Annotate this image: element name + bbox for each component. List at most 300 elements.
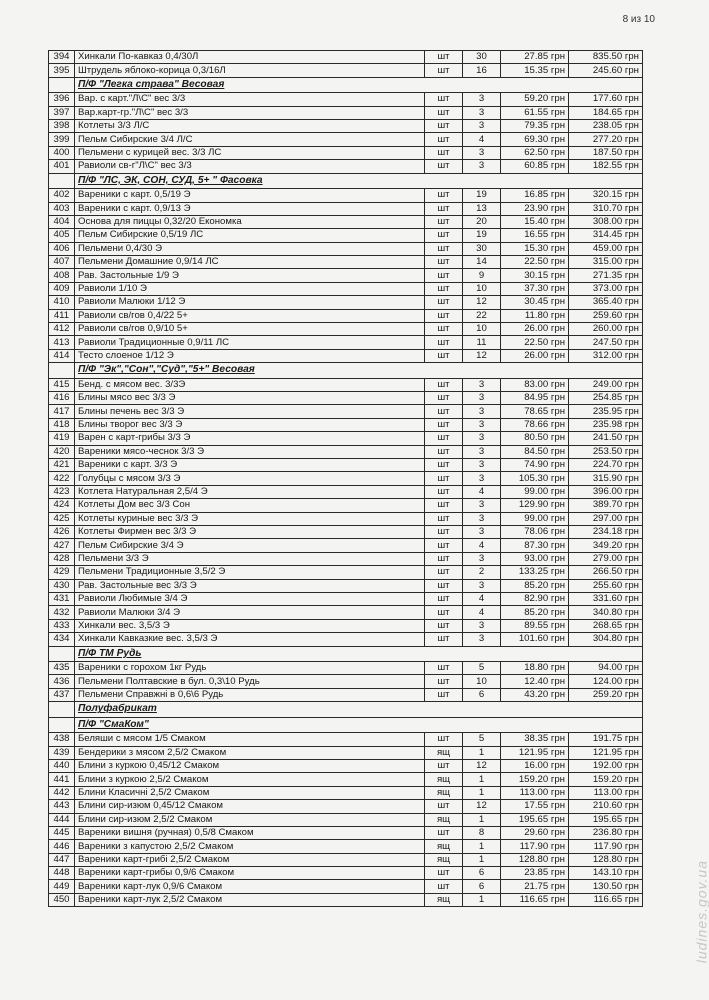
quantity-cell: 16 — [463, 64, 501, 77]
table-row — [49, 867, 643, 880]
row-number-cell: 400 — [49, 146, 75, 159]
unit-cell: шт — [425, 619, 463, 632]
table-row — [49, 619, 643, 632]
table-row — [49, 688, 643, 701]
price-cell: 133.25 грн — [501, 566, 569, 579]
quantity-cell: 13 — [463, 202, 501, 215]
unit-cell: шт — [425, 269, 463, 282]
row-number-cell: 398 — [49, 120, 75, 133]
product-name-cell: Равиоли св/гов 0,9/10 5+ — [75, 323, 425, 336]
row-number-cell: 416 — [49, 392, 75, 405]
quantity-cell: 3 — [463, 526, 501, 539]
table-row — [49, 759, 643, 772]
price-cell: 11.80 грн — [501, 309, 569, 322]
price-cell: 85.20 грн — [501, 606, 569, 619]
unit-cell: шт — [425, 675, 463, 688]
price-cell: 15.30 грн — [501, 242, 569, 255]
total-cell: 238.05 грн — [569, 120, 643, 133]
table-row — [49, 133, 643, 146]
total-cell: 315.90 грн — [569, 472, 643, 485]
quantity-cell: 12 — [463, 800, 501, 813]
row-number-cell: 417 — [49, 405, 75, 418]
row-number-cell: 422 — [49, 472, 75, 485]
table-row — [49, 733, 643, 746]
product-name-cell: Штрудель яблоко-корица 0,3/16Л — [75, 64, 425, 77]
price-cell: 129.90 грн — [501, 499, 569, 512]
unit-cell: шт — [425, 336, 463, 349]
price-cell: 15.40 грн — [501, 215, 569, 228]
unit-cell: шт — [425, 592, 463, 605]
unit-cell: шт — [425, 485, 463, 498]
product-name-cell: Бендерики з мясом 2,5/2 Смаком — [75, 746, 425, 759]
price-cell: 16.00 грн — [501, 759, 569, 772]
product-name-cell: Хинкали вес. 3,5/3 Э — [75, 619, 425, 632]
total-cell: 113.00 грн — [569, 786, 643, 799]
unit-cell: шт — [425, 759, 463, 772]
quantity-cell: 4 — [463, 592, 501, 605]
total-cell: 249.00 грн — [569, 378, 643, 391]
unit-cell: шт — [425, 202, 463, 215]
product-name-cell: Пельмени 0,4/30 Э — [75, 242, 425, 255]
unit-cell: ящ — [425, 893, 463, 906]
product-name-cell: Блины мясо вес 3/3 Э — [75, 392, 425, 405]
quantity-cell: 3 — [463, 445, 501, 458]
unit-cell: шт — [425, 418, 463, 431]
quantity-cell: 11 — [463, 336, 501, 349]
total-cell: 177.60 грн — [569, 93, 643, 106]
price-cell: 30.45 грн — [501, 296, 569, 309]
unit-cell: ящ — [425, 786, 463, 799]
quantity-cell: 10 — [463, 323, 501, 336]
quantity-cell: 3 — [463, 432, 501, 445]
total-cell: 268.65 грн — [569, 619, 643, 632]
price-cell: 99.00 грн — [501, 512, 569, 525]
total-cell: 349.20 грн — [569, 539, 643, 552]
unit-cell: шт — [425, 106, 463, 119]
product-name-cell: Блини сир-изюм 2,5/2 Смаком — [75, 813, 425, 826]
table-row — [49, 189, 643, 202]
row-number-cell: 427 — [49, 539, 75, 552]
unit-cell: шт — [425, 349, 463, 362]
quantity-cell: 9 — [463, 269, 501, 282]
section-number-cell — [49, 77, 75, 93]
total-cell: 191.75 грн — [569, 733, 643, 746]
table-row — [49, 51, 643, 64]
quantity-cell: 3 — [463, 619, 501, 632]
row-number-cell: 444 — [49, 813, 75, 826]
unit-cell: шт — [425, 606, 463, 619]
quantity-cell: 3 — [463, 459, 501, 472]
product-name-cell: Вареники вишня (ручная) 0,5/8 Смаком — [75, 826, 425, 839]
row-number-cell: 424 — [49, 499, 75, 512]
price-cell: 29.60 грн — [501, 826, 569, 839]
product-name-cell: Варен с карт-грибы 3/3 Э — [75, 432, 425, 445]
total-cell: 459.00 грн — [569, 242, 643, 255]
table-row — [49, 552, 643, 565]
quantity-cell: 3 — [463, 552, 501, 565]
product-name-cell: Блини з куркою 2,5/2 Смаком — [75, 773, 425, 786]
price-cell: 43.20 грн — [501, 688, 569, 701]
total-cell: 187.50 грн — [569, 146, 643, 159]
price-cell: 21.75 грн — [501, 880, 569, 893]
row-number-cell: 430 — [49, 579, 75, 592]
unit-cell: шт — [425, 499, 463, 512]
row-number-cell: 421 — [49, 459, 75, 472]
row-number-cell: 409 — [49, 282, 75, 295]
price-cell: 38.35 грн — [501, 733, 569, 746]
quantity-cell: 19 — [463, 229, 501, 242]
product-name-cell: Хинкали Кавказкие вес. 3,5/3 Э — [75, 633, 425, 646]
price-cell: 113.00 грн — [501, 786, 569, 799]
price-cell: 159.20 грн — [501, 773, 569, 786]
quantity-cell: 19 — [463, 189, 501, 202]
quantity-cell: 3 — [463, 120, 501, 133]
unit-cell: шт — [425, 526, 463, 539]
price-cell: 26.00 грн — [501, 323, 569, 336]
product-name-cell: Вар. с карт."Л\С" вес 3/3 — [75, 93, 425, 106]
unit-cell: шт — [425, 378, 463, 391]
product-name-cell: Котлеты Дом вес 3/3 Сон — [75, 499, 425, 512]
row-number-cell: 443 — [49, 800, 75, 813]
table-row — [49, 242, 643, 255]
table-row — [49, 813, 643, 826]
unit-cell: шт — [425, 662, 463, 675]
product-name-cell: Голубцы с мясом 3/3 Э — [75, 472, 425, 485]
price-cell: 85.20 грн — [501, 579, 569, 592]
quantity-cell: 6 — [463, 880, 501, 893]
total-cell: 835.50 грн — [569, 51, 643, 64]
row-number-cell: 448 — [49, 867, 75, 880]
row-number-cell: 445 — [49, 826, 75, 839]
total-cell: 297.00 грн — [569, 512, 643, 525]
quantity-cell: 1 — [463, 893, 501, 906]
product-name-cell: Котлета Натуральная 2,5/4 Э — [75, 485, 425, 498]
quantity-cell: 4 — [463, 133, 501, 146]
total-cell: 247.50 грн — [569, 336, 643, 349]
total-cell: 389.70 грн — [569, 499, 643, 512]
table-row — [49, 215, 643, 228]
total-cell: 116.65 грн — [569, 893, 643, 906]
table-row — [49, 256, 643, 269]
unit-cell: шт — [425, 229, 463, 242]
quantity-cell: 3 — [463, 378, 501, 391]
product-name-cell: Пельм Сибирские 0,5/19 ЛС — [75, 229, 425, 242]
table-row — [49, 880, 643, 893]
price-cell: 82.90 грн — [501, 592, 569, 605]
product-name-cell: Рав. Застольные 1/9 Э — [75, 269, 425, 282]
quantity-cell: 12 — [463, 759, 501, 772]
table-row — [49, 675, 643, 688]
table-row — [49, 64, 643, 77]
total-cell: 255.60 грн — [569, 579, 643, 592]
product-name-cell: Пельмени Полтавские в бул. 0,3\10 Рудь — [75, 675, 425, 688]
unit-cell: ящ — [425, 773, 463, 786]
quantity-cell: 14 — [463, 256, 501, 269]
total-cell: 210.60 грн — [569, 800, 643, 813]
price-cell: 79.35 грн — [501, 120, 569, 133]
row-number-cell: 408 — [49, 269, 75, 282]
row-number-cell: 450 — [49, 893, 75, 906]
row-number-cell: 423 — [49, 485, 75, 498]
unit-cell: шт — [425, 282, 463, 295]
total-cell: 304.80 грн — [569, 633, 643, 646]
total-cell: 260.00 грн — [569, 323, 643, 336]
table-row — [49, 472, 643, 485]
product-name-cell: Блини Класичні 2,5/2 Смаком — [75, 786, 425, 799]
quantity-cell: 2 — [463, 566, 501, 579]
unit-cell: шт — [425, 296, 463, 309]
section-title: П/Ф "ЛС, ЭК, СОН, СУД, 5+ " Фасовка — [75, 173, 643, 189]
quantity-cell: 1 — [463, 813, 501, 826]
row-number-cell: 403 — [49, 202, 75, 215]
table-row — [49, 633, 643, 646]
product-name-cell: Вар.карт-гр."Л\С" вес 3/3 — [75, 106, 425, 119]
table-row — [49, 579, 643, 592]
product-name-cell: Равиоли св-г"Л\С" вес 3/3 — [75, 160, 425, 173]
product-name-cell: Вареники с карт. 3/3 Э — [75, 459, 425, 472]
total-cell: 314.45 грн — [569, 229, 643, 242]
total-cell: 128.80 грн — [569, 853, 643, 866]
quantity-cell: 3 — [463, 405, 501, 418]
quantity-cell: 12 — [463, 296, 501, 309]
total-cell: 159.20 грн — [569, 773, 643, 786]
unit-cell: шт — [425, 242, 463, 255]
price-cell: 22.50 грн — [501, 256, 569, 269]
table-row — [49, 512, 643, 525]
total-cell: 94.00 грн — [569, 662, 643, 675]
row-number-cell: 396 — [49, 93, 75, 106]
row-number-cell: 431 — [49, 592, 75, 605]
row-number-cell: 432 — [49, 606, 75, 619]
unit-cell: шт — [425, 566, 463, 579]
row-number-cell: 446 — [49, 840, 75, 853]
price-cell: 69.30 грн — [501, 133, 569, 146]
product-name-cell: Вареники карт-грибы 0,9/6 Смаком — [75, 867, 425, 880]
product-name-cell: Беляши с мясом 1/5 Смаком — [75, 733, 425, 746]
unit-cell: шт — [425, 146, 463, 159]
total-cell: 192.00 грн — [569, 759, 643, 772]
price-cell: 30.15 грн — [501, 269, 569, 282]
table-row — [49, 106, 643, 119]
price-cell: 78.66 грн — [501, 418, 569, 431]
product-name-cell: Пельм Сибирские 3/4 Э — [75, 539, 425, 552]
quantity-cell: 20 — [463, 215, 501, 228]
unit-cell: шт — [425, 120, 463, 133]
section-number-cell — [49, 173, 75, 189]
product-name-cell: Блины творог вес 3/3 Э — [75, 418, 425, 431]
section-header-row — [49, 77, 643, 93]
table-row — [49, 349, 643, 362]
total-cell: 331.60 грн — [569, 592, 643, 605]
price-cell: 93.00 грн — [501, 552, 569, 565]
unit-cell: шт — [425, 688, 463, 701]
quantity-cell: 3 — [463, 93, 501, 106]
table-row — [49, 485, 643, 498]
table-row — [49, 282, 643, 295]
product-name-cell: Пельмени Справжні в 0,6\6 Рудь — [75, 688, 425, 701]
section-header-row — [49, 363, 643, 379]
price-cell: 12.40 грн — [501, 675, 569, 688]
row-number-cell: 425 — [49, 512, 75, 525]
row-number-cell: 435 — [49, 662, 75, 675]
product-name-cell: Пельмени 3/3 Э — [75, 552, 425, 565]
price-cell: 80.50 грн — [501, 432, 569, 445]
row-number-cell: 394 — [49, 51, 75, 64]
quantity-cell: 1 — [463, 773, 501, 786]
price-cell: 27.85 грн — [501, 51, 569, 64]
price-cell: 195.65 грн — [501, 813, 569, 826]
row-number-cell: 395 — [49, 64, 75, 77]
table-row — [49, 323, 643, 336]
total-cell: 310.70 грн — [569, 202, 643, 215]
unit-cell: шт — [425, 215, 463, 228]
price-list-table — [48, 50, 643, 907]
table-row — [49, 202, 643, 215]
section-header-row — [49, 646, 643, 662]
product-name-cell: Вареники с горохом 1кг Рудь — [75, 662, 425, 675]
row-number-cell: 426 — [49, 526, 75, 539]
row-number-cell: 437 — [49, 688, 75, 701]
table-row — [49, 459, 643, 472]
quantity-cell: 3 — [463, 392, 501, 405]
table-row — [49, 405, 643, 418]
table-row — [49, 840, 643, 853]
unit-cell: шт — [425, 309, 463, 322]
total-cell: 143.10 грн — [569, 867, 643, 880]
section-title: П/Ф "Эк","Сон","Суд","5+" Весовая — [75, 363, 643, 379]
unit-cell: шт — [425, 633, 463, 646]
table-row — [49, 229, 643, 242]
table-row — [49, 120, 643, 133]
product-name-cell: Блины печень вес 3/3 Э — [75, 405, 425, 418]
row-number-cell: 411 — [49, 309, 75, 322]
total-cell: 130.50 грн — [569, 880, 643, 893]
quantity-cell: 30 — [463, 51, 501, 64]
quantity-cell: 3 — [463, 418, 501, 431]
unit-cell: шт — [425, 323, 463, 336]
quantity-cell: 5 — [463, 733, 501, 746]
table-row — [49, 592, 643, 605]
unit-cell: шт — [425, 189, 463, 202]
row-number-cell: 418 — [49, 418, 75, 431]
total-cell: 117.90 грн — [569, 840, 643, 853]
row-number-cell: 420 — [49, 445, 75, 458]
table-row — [49, 786, 643, 799]
price-cell: 18.80 грн — [501, 662, 569, 675]
quantity-cell: 5 — [463, 662, 501, 675]
quantity-cell: 3 — [463, 499, 501, 512]
product-name-cell: Вареники с карт. 0,9/13 Э — [75, 202, 425, 215]
unit-cell: шт — [425, 552, 463, 565]
section-header-row — [49, 702, 643, 718]
total-cell: 121.95 грн — [569, 746, 643, 759]
unit-cell: шт — [425, 539, 463, 552]
total-cell: 195.65 грн — [569, 813, 643, 826]
section-number-cell — [49, 717, 75, 733]
product-name-cell: Хинкали По-кавказ 0,4/30Л — [75, 51, 425, 64]
row-number-cell: 412 — [49, 323, 75, 336]
price-cell: 23.90 грн — [501, 202, 569, 215]
product-name-cell: Блини з куркою 0,45/12 Смаком — [75, 759, 425, 772]
quantity-cell: 3 — [463, 579, 501, 592]
table-row — [49, 853, 643, 866]
table-row — [49, 499, 643, 512]
price-cell: 83.00 грн — [501, 378, 569, 391]
total-cell: 266.50 грн — [569, 566, 643, 579]
product-name-cell: Бенд. с мясом вес. 3/3Э — [75, 378, 425, 391]
table-row — [49, 800, 643, 813]
quantity-cell: 6 — [463, 867, 501, 880]
section-header-row — [49, 173, 643, 189]
unit-cell: шт — [425, 64, 463, 77]
row-number-cell: 436 — [49, 675, 75, 688]
product-name-cell: Равиоли св/гов 0,4/22 5+ — [75, 309, 425, 322]
row-number-cell: 413 — [49, 336, 75, 349]
unit-cell: шт — [425, 392, 463, 405]
total-cell: 224.70 грн — [569, 459, 643, 472]
price-cell: 17.55 грн — [501, 800, 569, 813]
product-name-cell: Пельмени с курицей вес. 3/3 ЛС — [75, 146, 425, 159]
total-cell: 271.35 грн — [569, 269, 643, 282]
unit-cell: шт — [425, 445, 463, 458]
table-row — [49, 526, 643, 539]
section-number-cell — [49, 646, 75, 662]
product-name-cell: Равиоли Малюки 3/4 Э — [75, 606, 425, 619]
row-number-cell: 404 — [49, 215, 75, 228]
row-number-cell: 429 — [49, 566, 75, 579]
product-name-cell: Пельмени Домашние 0,9/14 ЛС — [75, 256, 425, 269]
price-cell: 99.00 грн — [501, 485, 569, 498]
unit-cell: шт — [425, 579, 463, 592]
quantity-cell: 4 — [463, 606, 501, 619]
price-cell: 84.95 грн — [501, 392, 569, 405]
quantity-cell: 10 — [463, 675, 501, 688]
unit-cell: шт — [425, 93, 463, 106]
unit-cell: шт — [425, 800, 463, 813]
table-row — [49, 336, 643, 349]
unit-cell: шт — [425, 826, 463, 839]
row-number-cell: 433 — [49, 619, 75, 632]
price-cell: 62.50 грн — [501, 146, 569, 159]
product-name-cell: Равиоли Любимые 3/4 Э — [75, 592, 425, 605]
price-cell: 16.85 грн — [501, 189, 569, 202]
product-name-cell: Вареники карт-лук 0,9/6 Смаком — [75, 880, 425, 893]
unit-cell: шт — [425, 512, 463, 525]
total-cell: 254.85 грн — [569, 392, 643, 405]
table-row — [49, 392, 643, 405]
total-cell: 253.50 грн — [569, 445, 643, 458]
row-number-cell: 410 — [49, 296, 75, 309]
price-cell: 128.80 грн — [501, 853, 569, 866]
quantity-cell: 3 — [463, 472, 501, 485]
row-number-cell: 414 — [49, 349, 75, 362]
total-cell: 259.20 грн — [569, 688, 643, 701]
price-cell: 23.85 грн — [501, 867, 569, 880]
product-name-cell: Основа для пиццы 0,32/20 Економка — [75, 215, 425, 228]
quantity-cell: 1 — [463, 746, 501, 759]
total-cell: 279.00 грн — [569, 552, 643, 565]
row-number-cell: 449 — [49, 880, 75, 893]
quantity-cell: 8 — [463, 826, 501, 839]
unit-cell: ящ — [425, 813, 463, 826]
quantity-cell: 6 — [463, 688, 501, 701]
total-cell: 259.60 грн — [569, 309, 643, 322]
product-name-cell: Котлеты куриные вес 3/3 Э — [75, 512, 425, 525]
product-name-cell: Котлеты Фирмен вес 3/3 Э — [75, 526, 425, 539]
unit-cell: ящ — [425, 746, 463, 759]
quantity-cell: 12 — [463, 349, 501, 362]
total-cell: 241.50 грн — [569, 432, 643, 445]
